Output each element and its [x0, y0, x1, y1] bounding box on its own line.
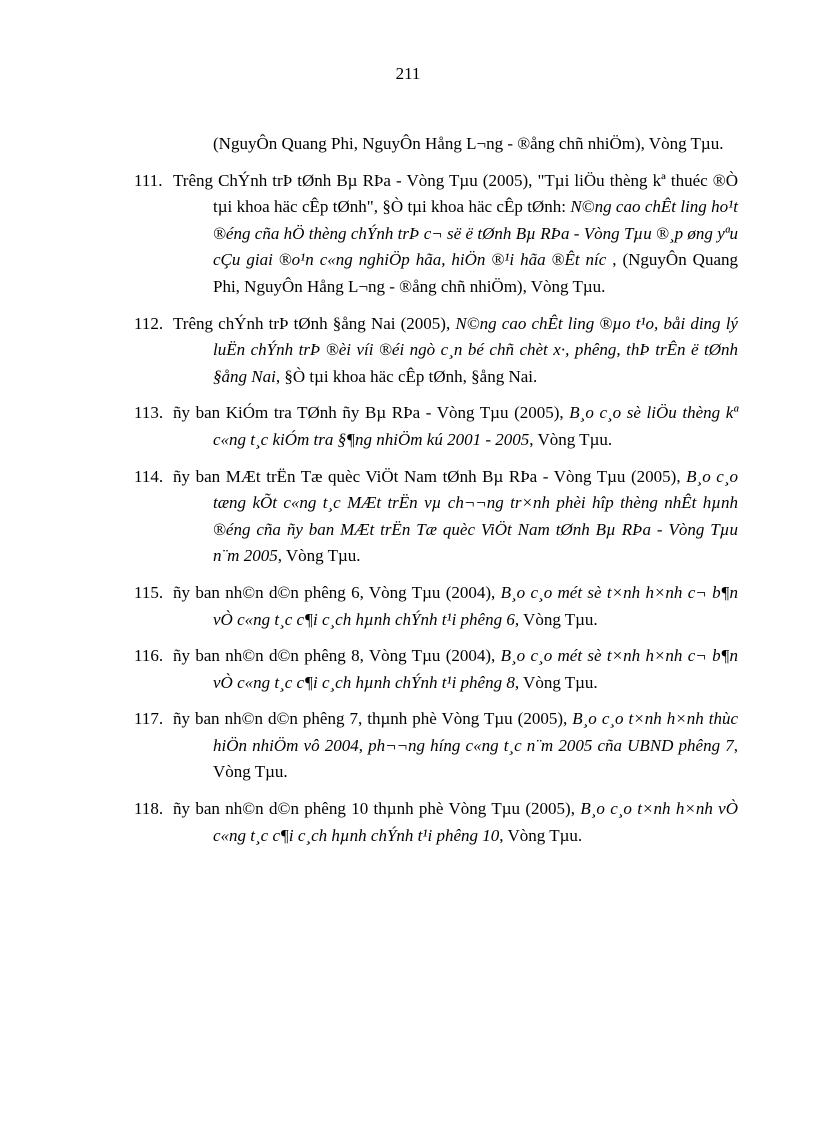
reference-tail: , Vòng Tµu. [499, 825, 583, 845]
reference-tail: , §Ò tµi khoa häc cÊp tØnh, §ång Nai. [275, 366, 538, 386]
reference-spacer [0, 158, 816, 168]
reference-tail: , Vòng Tµu. [213, 735, 738, 782]
reference-text [173, 464, 738, 570]
reference-number: 111. [134, 170, 163, 190]
reference-text [173, 643, 738, 696]
reference-number: 117. [134, 709, 164, 729]
reference-text [173, 706, 738, 786]
reference-spacer [0, 390, 816, 400]
reference-entry [0, 796, 816, 849]
reference-number: 115. [134, 582, 164, 602]
reference-title: B¸o c¸o t×nh h×nh vÒ c«ng t¸c c¶i c¸ch hµnh chÝnh t¹i phêng 10 [213, 799, 738, 845]
reference-lead: Trêng ChÝnh trÞ tØnh Bµ RÞa - Vòng Tµu (2005), "Tµi liÖu thèng kª thuéc ®Ò tµi khoa häc cÊp tØnh", §Ò tµi khoa häc cÊp tØnh: [173, 170, 738, 217]
reference-number: 112. [134, 313, 164, 333]
reference-text [173, 168, 738, 301]
reference-number: 114. [134, 466, 164, 486]
reference-lead: ñy ban nh©n d©n phêng 8, Vòng Tµu (2004), [173, 646, 501, 666]
reference-spacer [0, 570, 816, 580]
reference-lead: ñy ban nh©n d©n phêng 6, Vòng Tµu (2004), [173, 582, 501, 602]
reference-spacer [0, 696, 816, 706]
reference-lead: ñy ban KiÓm tra TØnh ñy Bµ RÞa - Vòng Tµu (2005), [173, 403, 570, 423]
reference-entry [0, 643, 816, 696]
reference-entries [0, 158, 816, 850]
reference-text [173, 796, 738, 849]
page-number: 211 [395, 64, 421, 83]
reference-number: 113. [134, 403, 164, 423]
reference-lead: ñy ban nh©n d©n phêng 7, thµnh phè Vòng Tµu (2005), [173, 709, 573, 729]
reference-entry [0, 168, 816, 301]
reference-title: B¸o c¸o t×nh h×nh thùc hiÖn nhiÖm vô 2004, ph¬¬ng híng c«ng t¸c n¨m 2005 cña UBND phêng 7 [213, 709, 738, 755]
reference-lead: Trêng chÝnh trÞ tØnh §ång Nai (2005), [173, 313, 456, 333]
reference-number: 116. [134, 646, 164, 666]
reference-tail: , Vòng Tµu. [277, 546, 361, 566]
reference-lead: ñy ban MÆt trËn Tæ quèc ViÖt Nam tØnh Bµ RÞa - Vòng Tµu (2005), [173, 466, 687, 486]
reference-spacer [0, 786, 816, 796]
reference-entry [0, 311, 816, 391]
reference-continuation: (NguyÔn Quang Phi, NguyÔn Hång L¬ng - ®ång chñ nhiÖm), Vòng Tµu. [213, 134, 724, 153]
reference-text [173, 400, 739, 453]
reference-entry [0, 464, 816, 570]
reference-entry [0, 706, 816, 786]
reference-number: 118. [134, 799, 164, 819]
reference-list [0, 131, 816, 849]
reference-entry [0, 580, 816, 633]
reference-entry [0, 400, 816, 453]
reference-tail: , Vòng Tµu. [529, 429, 613, 449]
reference-tail: , (NguyÔn Quang Phi, NguyÔn Hång L¬ng - ®ång chñ nhiÖm), Vòng Tµu. [213, 250, 738, 296]
reference-spacer [0, 633, 816, 643]
reference-spacer [0, 454, 816, 464]
reference-text [173, 580, 738, 633]
reference-tail: , Vòng Tµu. [514, 672, 598, 692]
reference-lead: ñy ban nh©n d©n phêng 10 thµnh phè Vòng Tµu (2005), [173, 799, 581, 819]
reference-text [173, 311, 738, 391]
reference-title: B¸o c¸o sè liÖu thèng kª c«ng t¸c kiÓm tra §¶ng nhiÖm kú 2001 - 2005 [213, 403, 739, 449]
reference-title: N©ng cao chÊt ling ®µo t¹o, båi ding lý luËn chÝnh trÞ ®èi víi ®éi ngò c¸n bé chñ chèt x·, phêng, thÞ trÊn ë tØnh §ång Nai [213, 313, 738, 386]
reference-title: B¸o c¸o mét sè t×nh h×nh c¬ b¶n vÒ c«ng t¸c c¶i c¸ch hµnh chÝnh t¹i phêng 6 [213, 582, 738, 629]
reference-title: N©ng cao chÊt ling ho¹t ®éng cña hÖ thèng chÝnh trÞ c¬ së ë tØnh Bµ RÞa - Vòng Tµu ®¸p øng yªu cÇu giai ®o¹n c«ng nghiÖp hãa, hiÖn ®¹i hãa ®Êt níc [213, 197, 738, 270]
reference-tail: , Vòng Tµu. [514, 609, 598, 629]
reference-spacer [0, 301, 816, 311]
reference-title: B¸o c¸o tæng kÕt c«ng t¸c MÆt trËn vµ ch¬¬ng tr×nh phèi hîp thèng nhÊt hµnh ®éng cña ñy ban MÆt trËn Tæ quèc ViÖt Nam tØnh Bµ RÞa - Vòng Tµu n¨m 2005 [213, 466, 738, 566]
reference-title: B¸o c¸o mét sè t×nh h×nh c¬ b¶n vÒ c«ng t¸c c¶i c¸ch hµnh chÝnh t¹i phêng 8 [213, 646, 738, 692]
